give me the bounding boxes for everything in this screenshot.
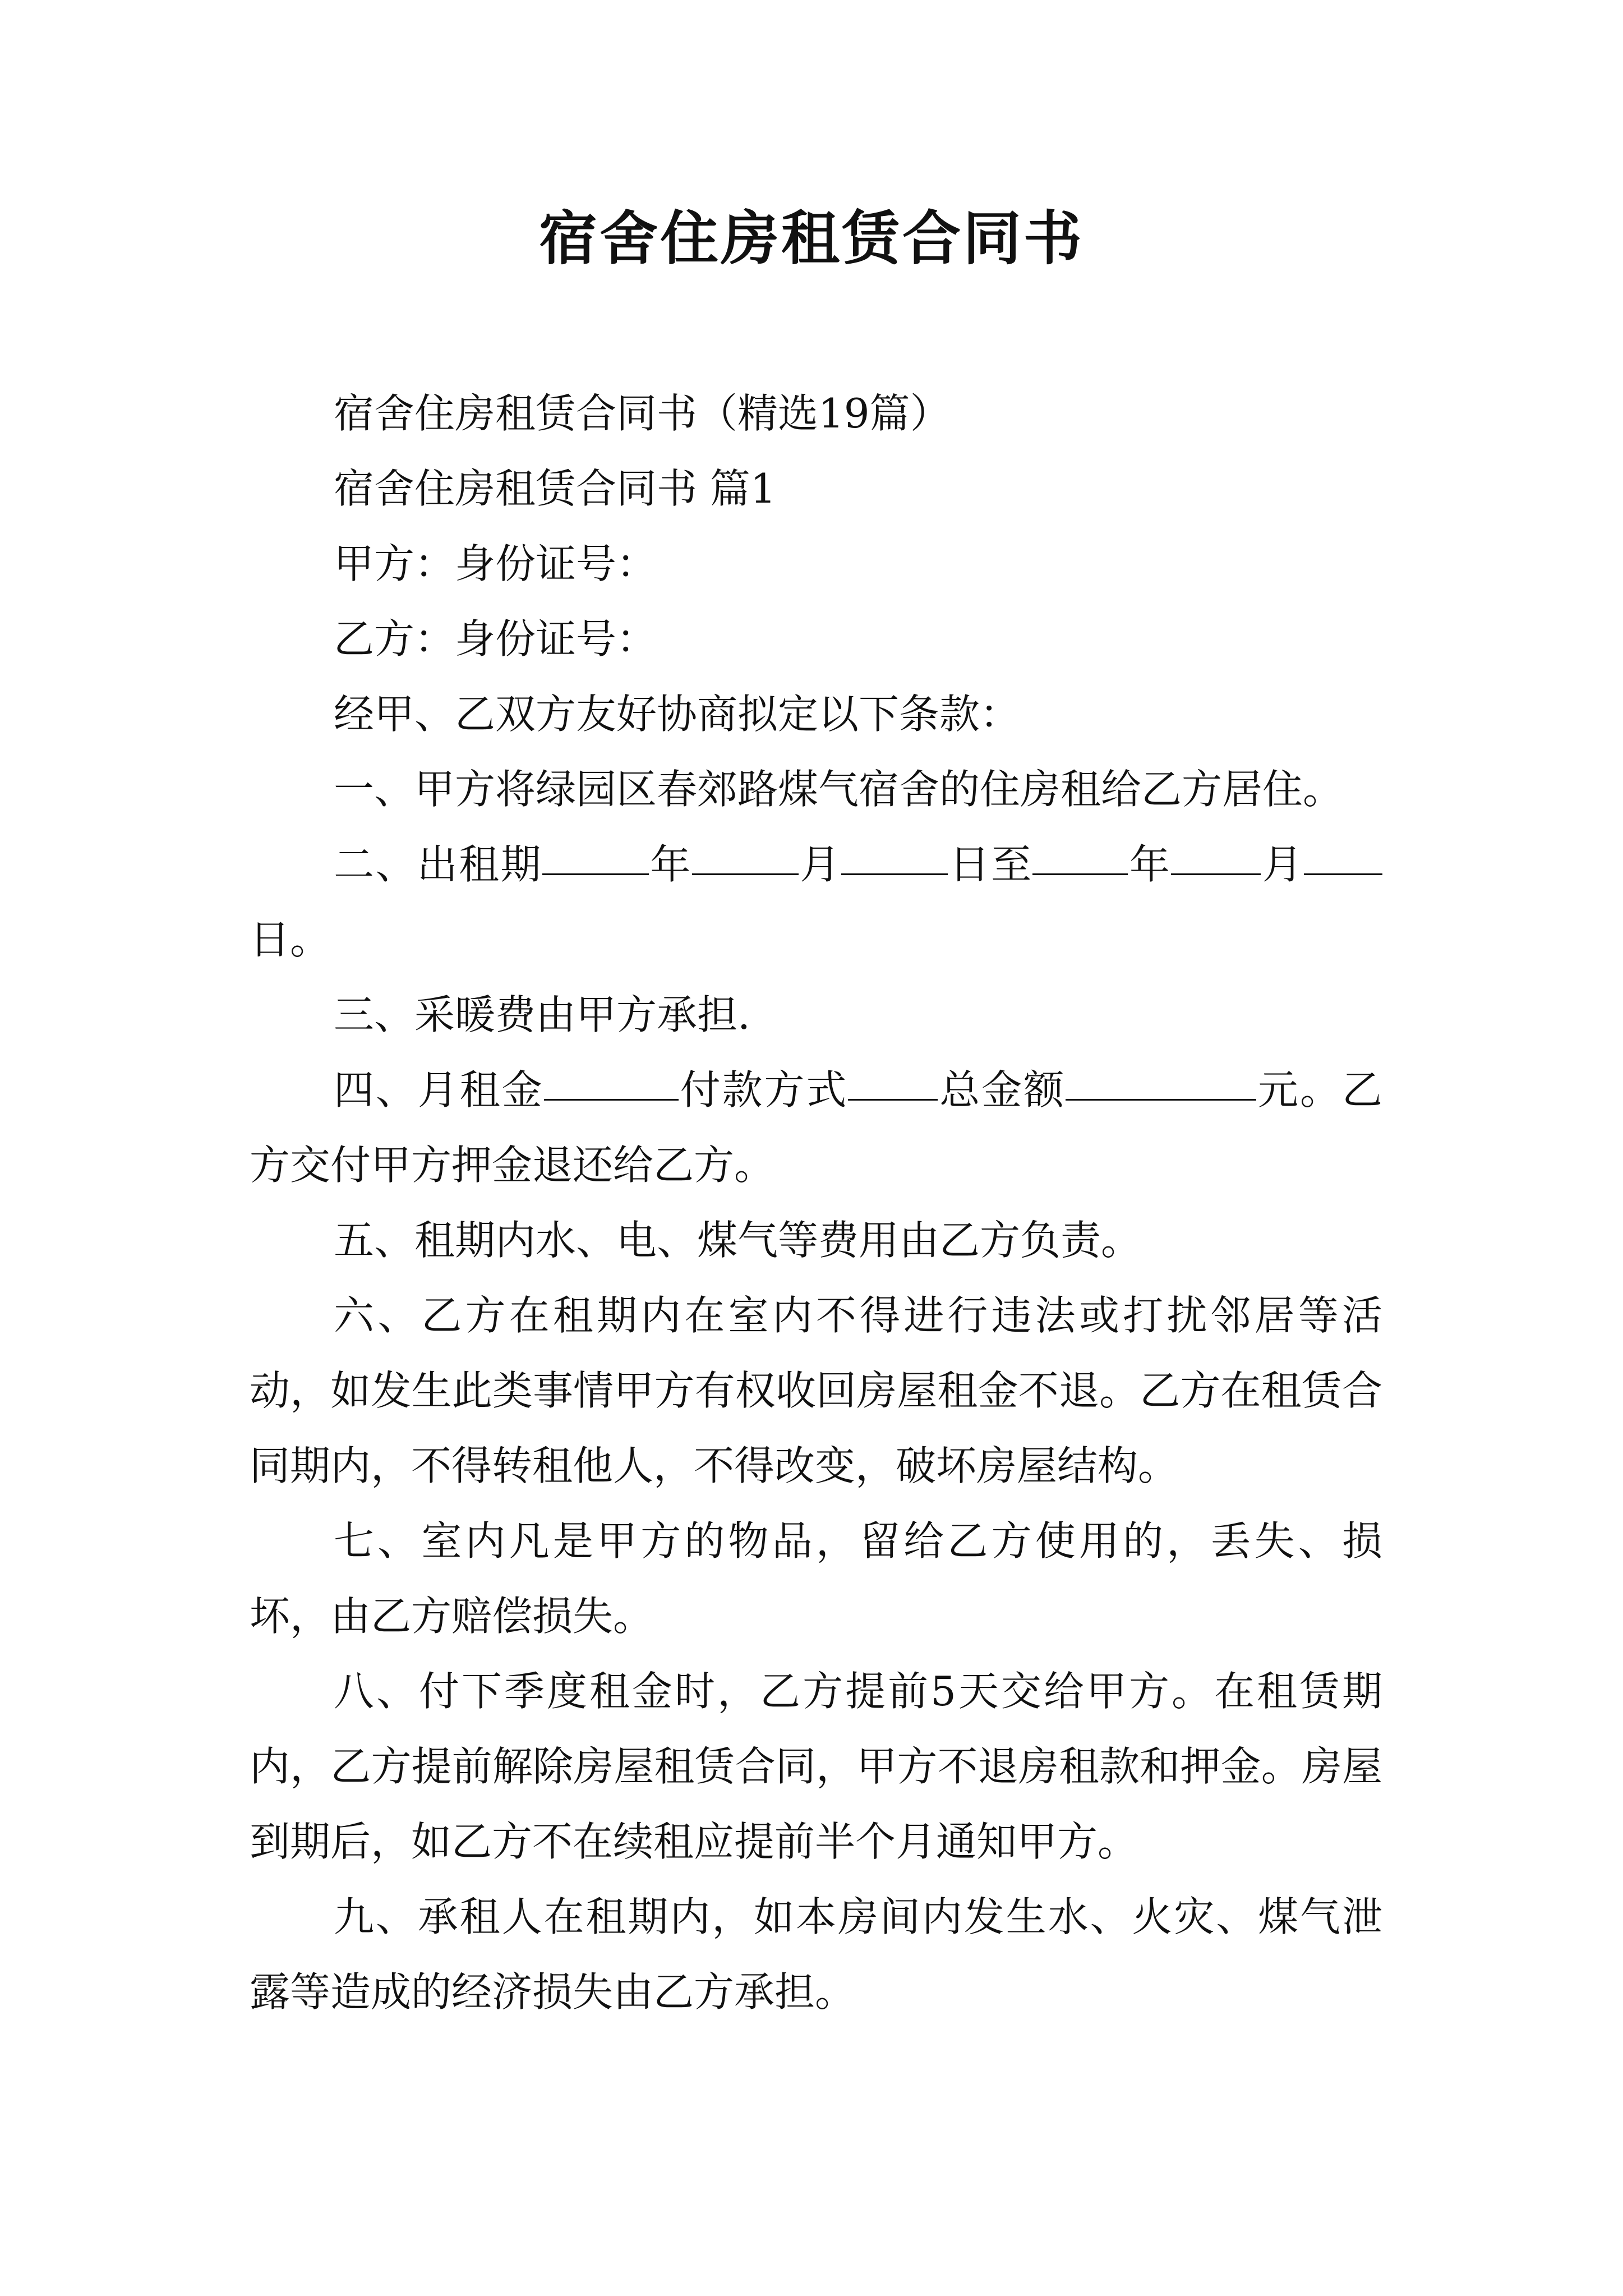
blank-total-amount: [1066, 1098, 1256, 1101]
blank-day-2: [1304, 873, 1382, 875]
paragraph-party-b: 乙方：身份证号：: [334, 615, 657, 662]
paragraph-clause-7: 七、室内凡是甲方的物品，留给乙方使用的，丢失、损坏，由乙方赔偿损失。: [250, 1517, 1382, 1640]
clause-4-total: 总金额: [938, 1066, 1066, 1114]
blank-month-1: [692, 873, 799, 875]
blank-year-2: [1032, 873, 1128, 875]
document-title: 宿舍住房租赁合同书: [538, 204, 1084, 273]
paragraph-clause-4: [250, 1052, 1382, 1203]
clause-2-day-1: 日至: [948, 841, 1033, 888]
clause-2-year-1: 年: [648, 841, 692, 888]
paragraph-clause-8: 八、付下季度租金时，乙方提前5天交给甲方。在租赁期内，乙方提前解除房屋租赁合同，甲方不退房租款和押金。房屋到期后，如乙方不在续租应提前半个月通知甲方。: [250, 1668, 1382, 1865]
paragraph-section-heading: 宿舍住房租赁合同书 篇1: [334, 465, 776, 512]
clause-2-year-2: 年: [1128, 841, 1172, 888]
paragraph-clause-3: 三、采暖费由甲方承担.: [334, 991, 750, 1038]
blank-month-2: [1171, 873, 1261, 875]
paragraph-intro: 经甲、乙双方友好协商拟定以下条款：: [334, 691, 1021, 738]
paragraph-party-a: 甲方：身份证号：: [334, 540, 657, 587]
clause-4-prefix: 四、月租金: [334, 1066, 544, 1114]
blank-year-1: [542, 873, 649, 875]
clause-2-month-2: 月: [1261, 841, 1304, 888]
blank-monthly-rent: [544, 1098, 679, 1101]
clause-2-day-2: 日。: [250, 916, 331, 963]
clause-2-prefix: 二、出租期: [334, 841, 542, 888]
blank-payment-method: [848, 1098, 938, 1101]
clause-4-unit: 元。: [1256, 1066, 1342, 1114]
paragraph-clause-1: 一、甲方将绿园区春郊路煤气宿舍的住房租给乙方居住。: [334, 766, 1344, 813]
paragraph-clause-9: 九、承租人在租期内，如本房间内发生水、火灾、煤气泄露等造成的经济损失由乙方承担。: [250, 1893, 1382, 2016]
clause-4-rest: 乙方交付甲方押金退还给乙方。: [250, 1066, 1382, 1189]
paragraph-clause-5: 五、租期内水、电、煤气等费用由乙方负责。: [334, 1217, 1142, 1264]
clause-2-month-1: 月: [798, 841, 842, 888]
paragraph-clause-2: [250, 827, 1382, 977]
blank-day-1: [841, 873, 948, 875]
clause-4-pay: 付款方式: [678, 1066, 849, 1114]
paragraph-clause-6: 六、乙方在租期内在室内不得进行违法或打扰邻居等活动，如发生此类事情甲方有权收回房屋租金不退。乙方在租赁合同期内，不得转租他人，不得改变，破坏房屋结构。: [250, 1292, 1382, 1489]
paragraph-subtitle: 宿舍住房租赁合同书（精选19篇）: [334, 390, 951, 437]
document-body: [250, 376, 1382, 2030]
